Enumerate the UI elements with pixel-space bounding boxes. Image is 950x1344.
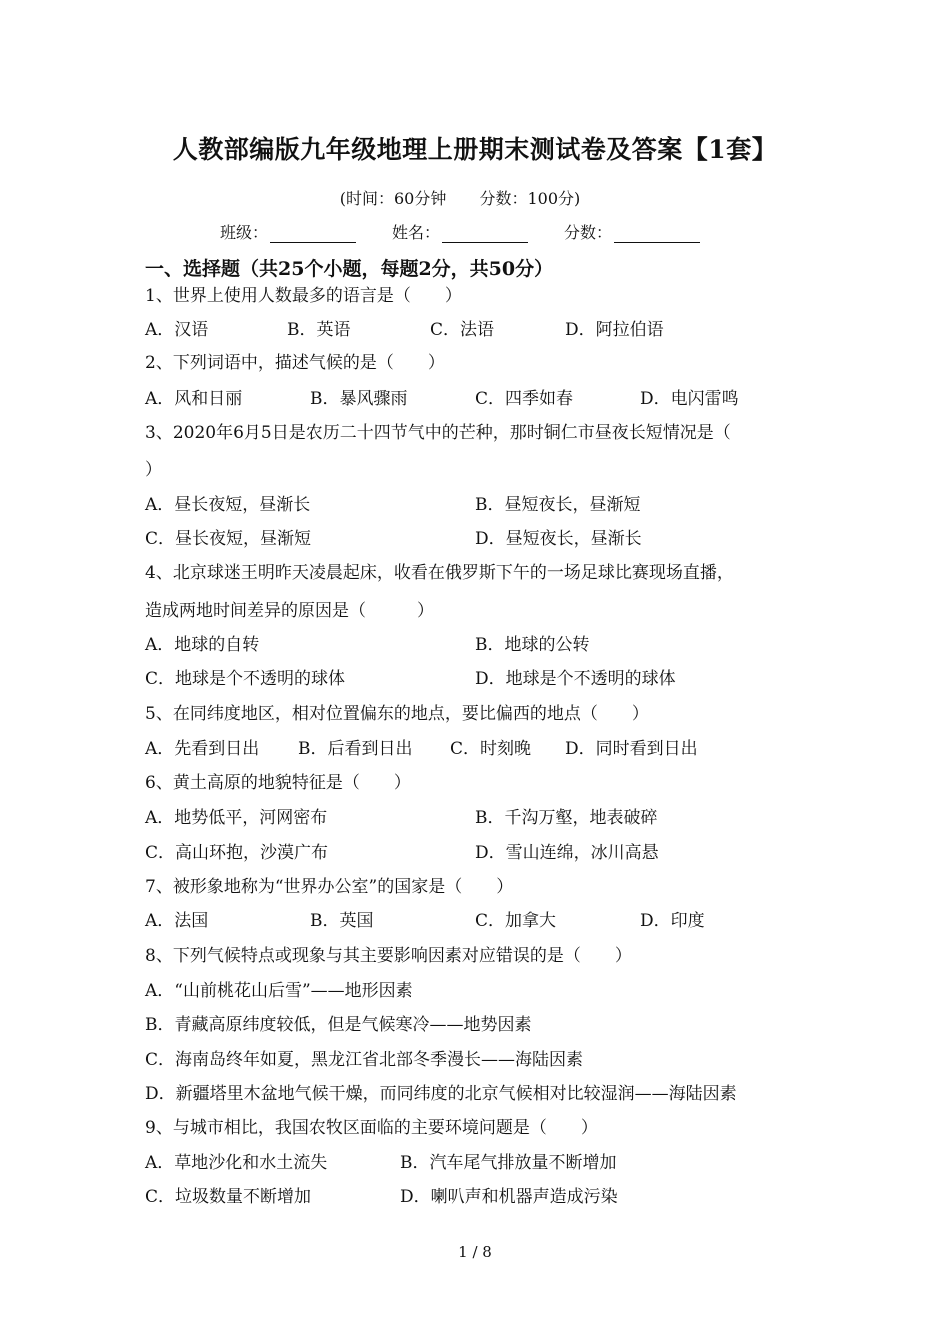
question-5-option-d: D．同时看到日出 xyxy=(565,739,698,759)
question-1-option-c: C．法语 xyxy=(430,320,495,340)
class-label: 班级： xyxy=(220,223,269,242)
question-6-option-d: D．雪山连绵，冰川高悬 xyxy=(475,843,659,863)
name-label: 姓名： xyxy=(392,223,441,242)
question-9-option-b: B．汽车尾气排放量不断增加 xyxy=(400,1153,617,1173)
name-blank[interactable] xyxy=(442,224,528,243)
question-2-option-d: D．电闪雷鸣 xyxy=(640,389,739,409)
question-4-option-b: B．地球的公转 xyxy=(475,635,590,655)
question-6-option-a: A．地势低平，河网密布 xyxy=(145,808,328,828)
score-blank[interactable] xyxy=(614,224,700,243)
question-2-option-b: B．暴风骤雨 xyxy=(310,389,408,409)
question-9-option-d: D．喇叭声和机器声造成污染 xyxy=(400,1187,618,1207)
question-5-option-b: B．后看到日出 xyxy=(298,739,413,759)
score-label: 分数： xyxy=(564,223,613,242)
question-5-stem: 5、在同纬度地区，相对位置偏东的地点，要比偏西的地点（ ） xyxy=(145,704,649,724)
score-info: 分数：100分) xyxy=(479,189,581,208)
page-number: 1 / 8 xyxy=(458,1243,492,1261)
question-8-option-d: D．新疆塔里木盆地气候干燥，而同纬度的北京气候相对比较湿润——海陆因素 xyxy=(145,1084,737,1104)
question-7-option-d: D．印度 xyxy=(640,911,705,931)
question-9-option-c: C．垃圾数量不断增加 xyxy=(145,1187,312,1207)
question-4-option-c: C．地球是个不透明的球体 xyxy=(145,669,346,689)
question-9-option-a: A．草地沙化和水土流失 xyxy=(145,1153,328,1173)
question-7-option-b: B．英国 xyxy=(310,911,374,931)
question-2-option-c: C．四季如春 xyxy=(475,389,574,409)
question-4-option-d: D．地球是个不透明的球体 xyxy=(475,669,676,689)
score-field[interactable] xyxy=(564,220,700,243)
time-info: (时间：60分钟 xyxy=(339,189,447,208)
question-3-option-d: D．昼短夜长，昼渐长 xyxy=(475,529,642,549)
question-4-stem-cont: 造成两地时间差异的原因是（ ） xyxy=(145,601,434,621)
question-6-option-b: B．千沟万壑，地表破碎 xyxy=(475,808,658,828)
question-6-option-c: C．高山环抱，沙漠广布 xyxy=(145,843,329,863)
question-3-option-b: B．昼短夜长，昼渐短 xyxy=(475,495,641,515)
question-7-option-a: A．法国 xyxy=(145,911,209,931)
question-8-option-b: B．青藏高原纬度较低，但是气候寒冷——地势因素 xyxy=(145,1015,532,1035)
question-4-option-a: A．地球的自转 xyxy=(145,635,260,655)
question-8-option-a: A．“山前桃花山后雪”——地形因素 xyxy=(145,981,413,1001)
question-2-stem: 2、下列词语中，描述气候的是（ ） xyxy=(145,353,445,373)
question-7-stem: 7、被形象地称为“世界办公室”的国家是（ ） xyxy=(145,877,514,897)
question-3-option-c: C．昼长夜短，昼渐短 xyxy=(145,529,312,549)
question-4-stem: 4、北京球迷王明昨天凌晨起床，收看在俄罗斯下午的一场足球比赛现场直播， xyxy=(145,563,734,583)
question-5-option-c: C．时刻晚 xyxy=(450,739,532,759)
question-3-stem-cont: ） xyxy=(145,460,162,480)
question-3-option-a: A．昼长夜短，昼渐长 xyxy=(145,495,311,515)
question-1-stem: 1、世界上使用人数最多的语言是（ ） xyxy=(145,286,462,306)
student-fields xyxy=(220,220,736,243)
question-6-stem: 6、黄土高原的地貌特征是（ ） xyxy=(145,773,411,793)
class-blank[interactable] xyxy=(270,224,356,243)
question-1-option-b: B．英语 xyxy=(287,320,351,340)
section-heading: 一、选择题（共25个小题，每题2分，共50分） xyxy=(145,258,554,280)
question-1-option-a: A．汉语 xyxy=(145,320,209,340)
question-2-option-a: A．风和日丽 xyxy=(145,389,243,409)
question-5-option-a: A．先看到日出 xyxy=(145,739,260,759)
question-3-stem: 3、2020年6月5日是农历二十四节气中的芒种，那时铜仁市昼夜长短情况是（ xyxy=(145,423,731,443)
exam-title: 人教部编版九年级地理上册期末测试卷及答案【1套】 xyxy=(172,135,778,164)
question-1-option-d: D．阿拉伯语 xyxy=(565,320,664,340)
exam-meta xyxy=(0,186,920,209)
question-8-stem: 8、下列气候特点或现象与其主要影响因素对应错误的是（ ） xyxy=(145,946,632,966)
question-9-stem: 9、与城市相比，我国农牧区面临的主要环境问题是（ ） xyxy=(145,1118,598,1138)
question-8-option-c: C．海南岛终年如夏，黑龙江省北部冬季漫长——海陆因素 xyxy=(145,1050,584,1070)
name-field[interactable] xyxy=(392,220,528,243)
question-7-option-c: C．加拿大 xyxy=(475,911,557,931)
class-field[interactable] xyxy=(220,220,356,243)
